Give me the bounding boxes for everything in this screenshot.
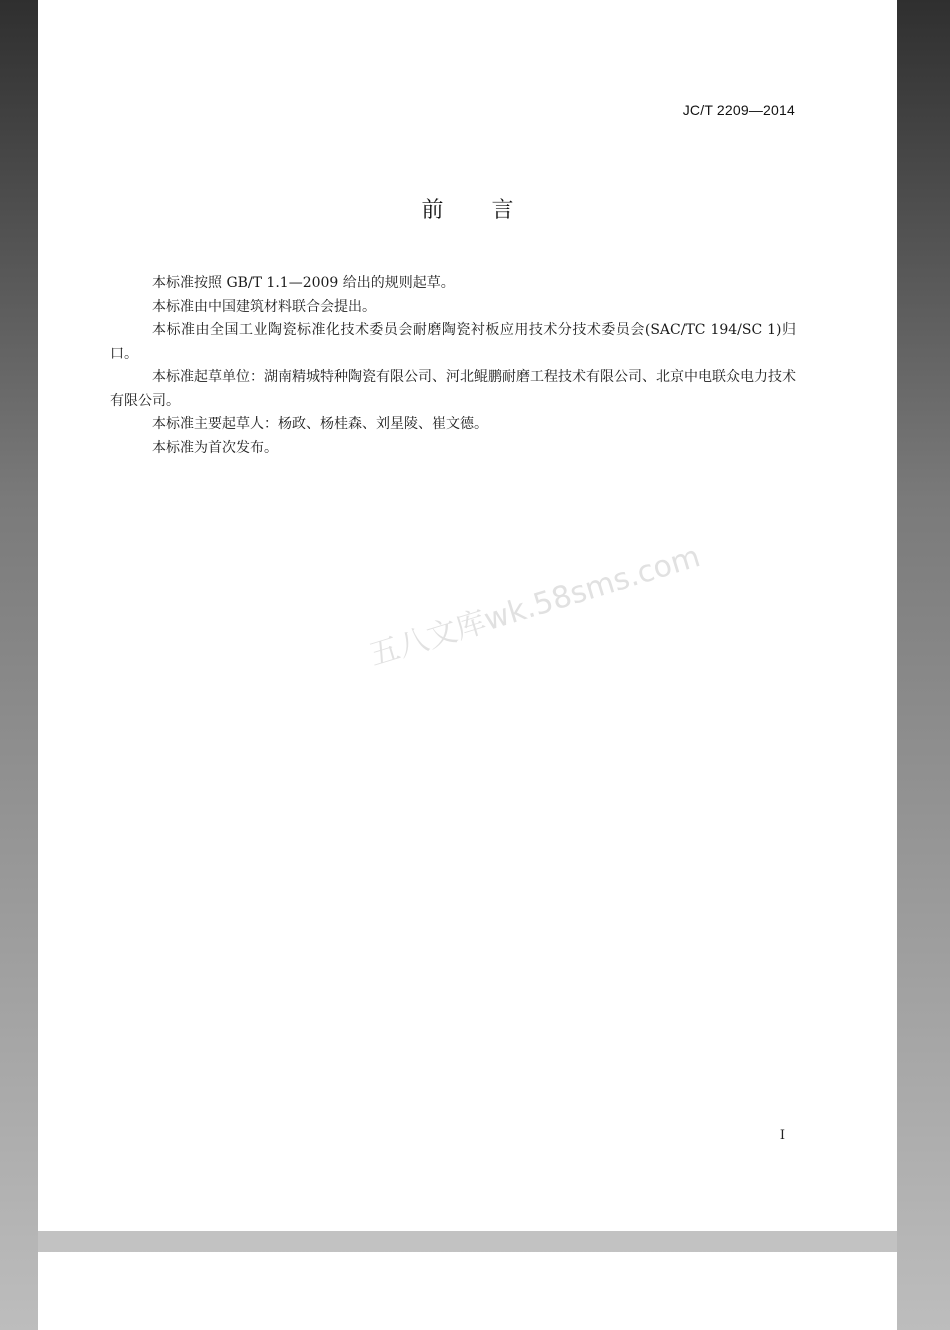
paragraph-technical-committee: 本标准由全国工业陶瓷标准化技术委员会耐磨陶瓷衬板应用技术分技术委员会(SAC/TC 194/SC 1)归口。 bbox=[110, 322, 796, 362]
page-number: I bbox=[779, 1128, 785, 1143]
paragraph-proposed-by: 本标准由中国建筑材料联合会提出。 bbox=[152, 298, 376, 315]
viewer-right-margin bbox=[897, 0, 950, 1330]
document-code: JC/T 2209—2014 bbox=[682, 102, 795, 118]
paragraph-first-release: 本标准为首次发布。 bbox=[152, 439, 278, 456]
paragraph-drafting-rules: 本标准按照 GB/T 1.1—2009 给出的规则起草。 bbox=[152, 275, 455, 291]
next-document-page bbox=[38, 1252, 897, 1330]
preface-body bbox=[110, 272, 796, 460]
paragraph-main-drafters: 本标准主要起草人：杨政、杨桂森、刘星陵、崔文德。 bbox=[152, 416, 488, 432]
page-title: 前言 bbox=[421, 198, 562, 223]
watermark: 五八文库wk.58sms.com bbox=[365, 539, 705, 674]
paragraph-drafting-units: 本标准起草单位：湖南精城特种陶瓷有限公司、河北鲲鹏耐磨工程技术有限公司、北京中电联众电力技术有限公司。 bbox=[110, 369, 796, 409]
viewer-left-margin bbox=[0, 0, 38, 1330]
document-page bbox=[38, 0, 897, 1231]
